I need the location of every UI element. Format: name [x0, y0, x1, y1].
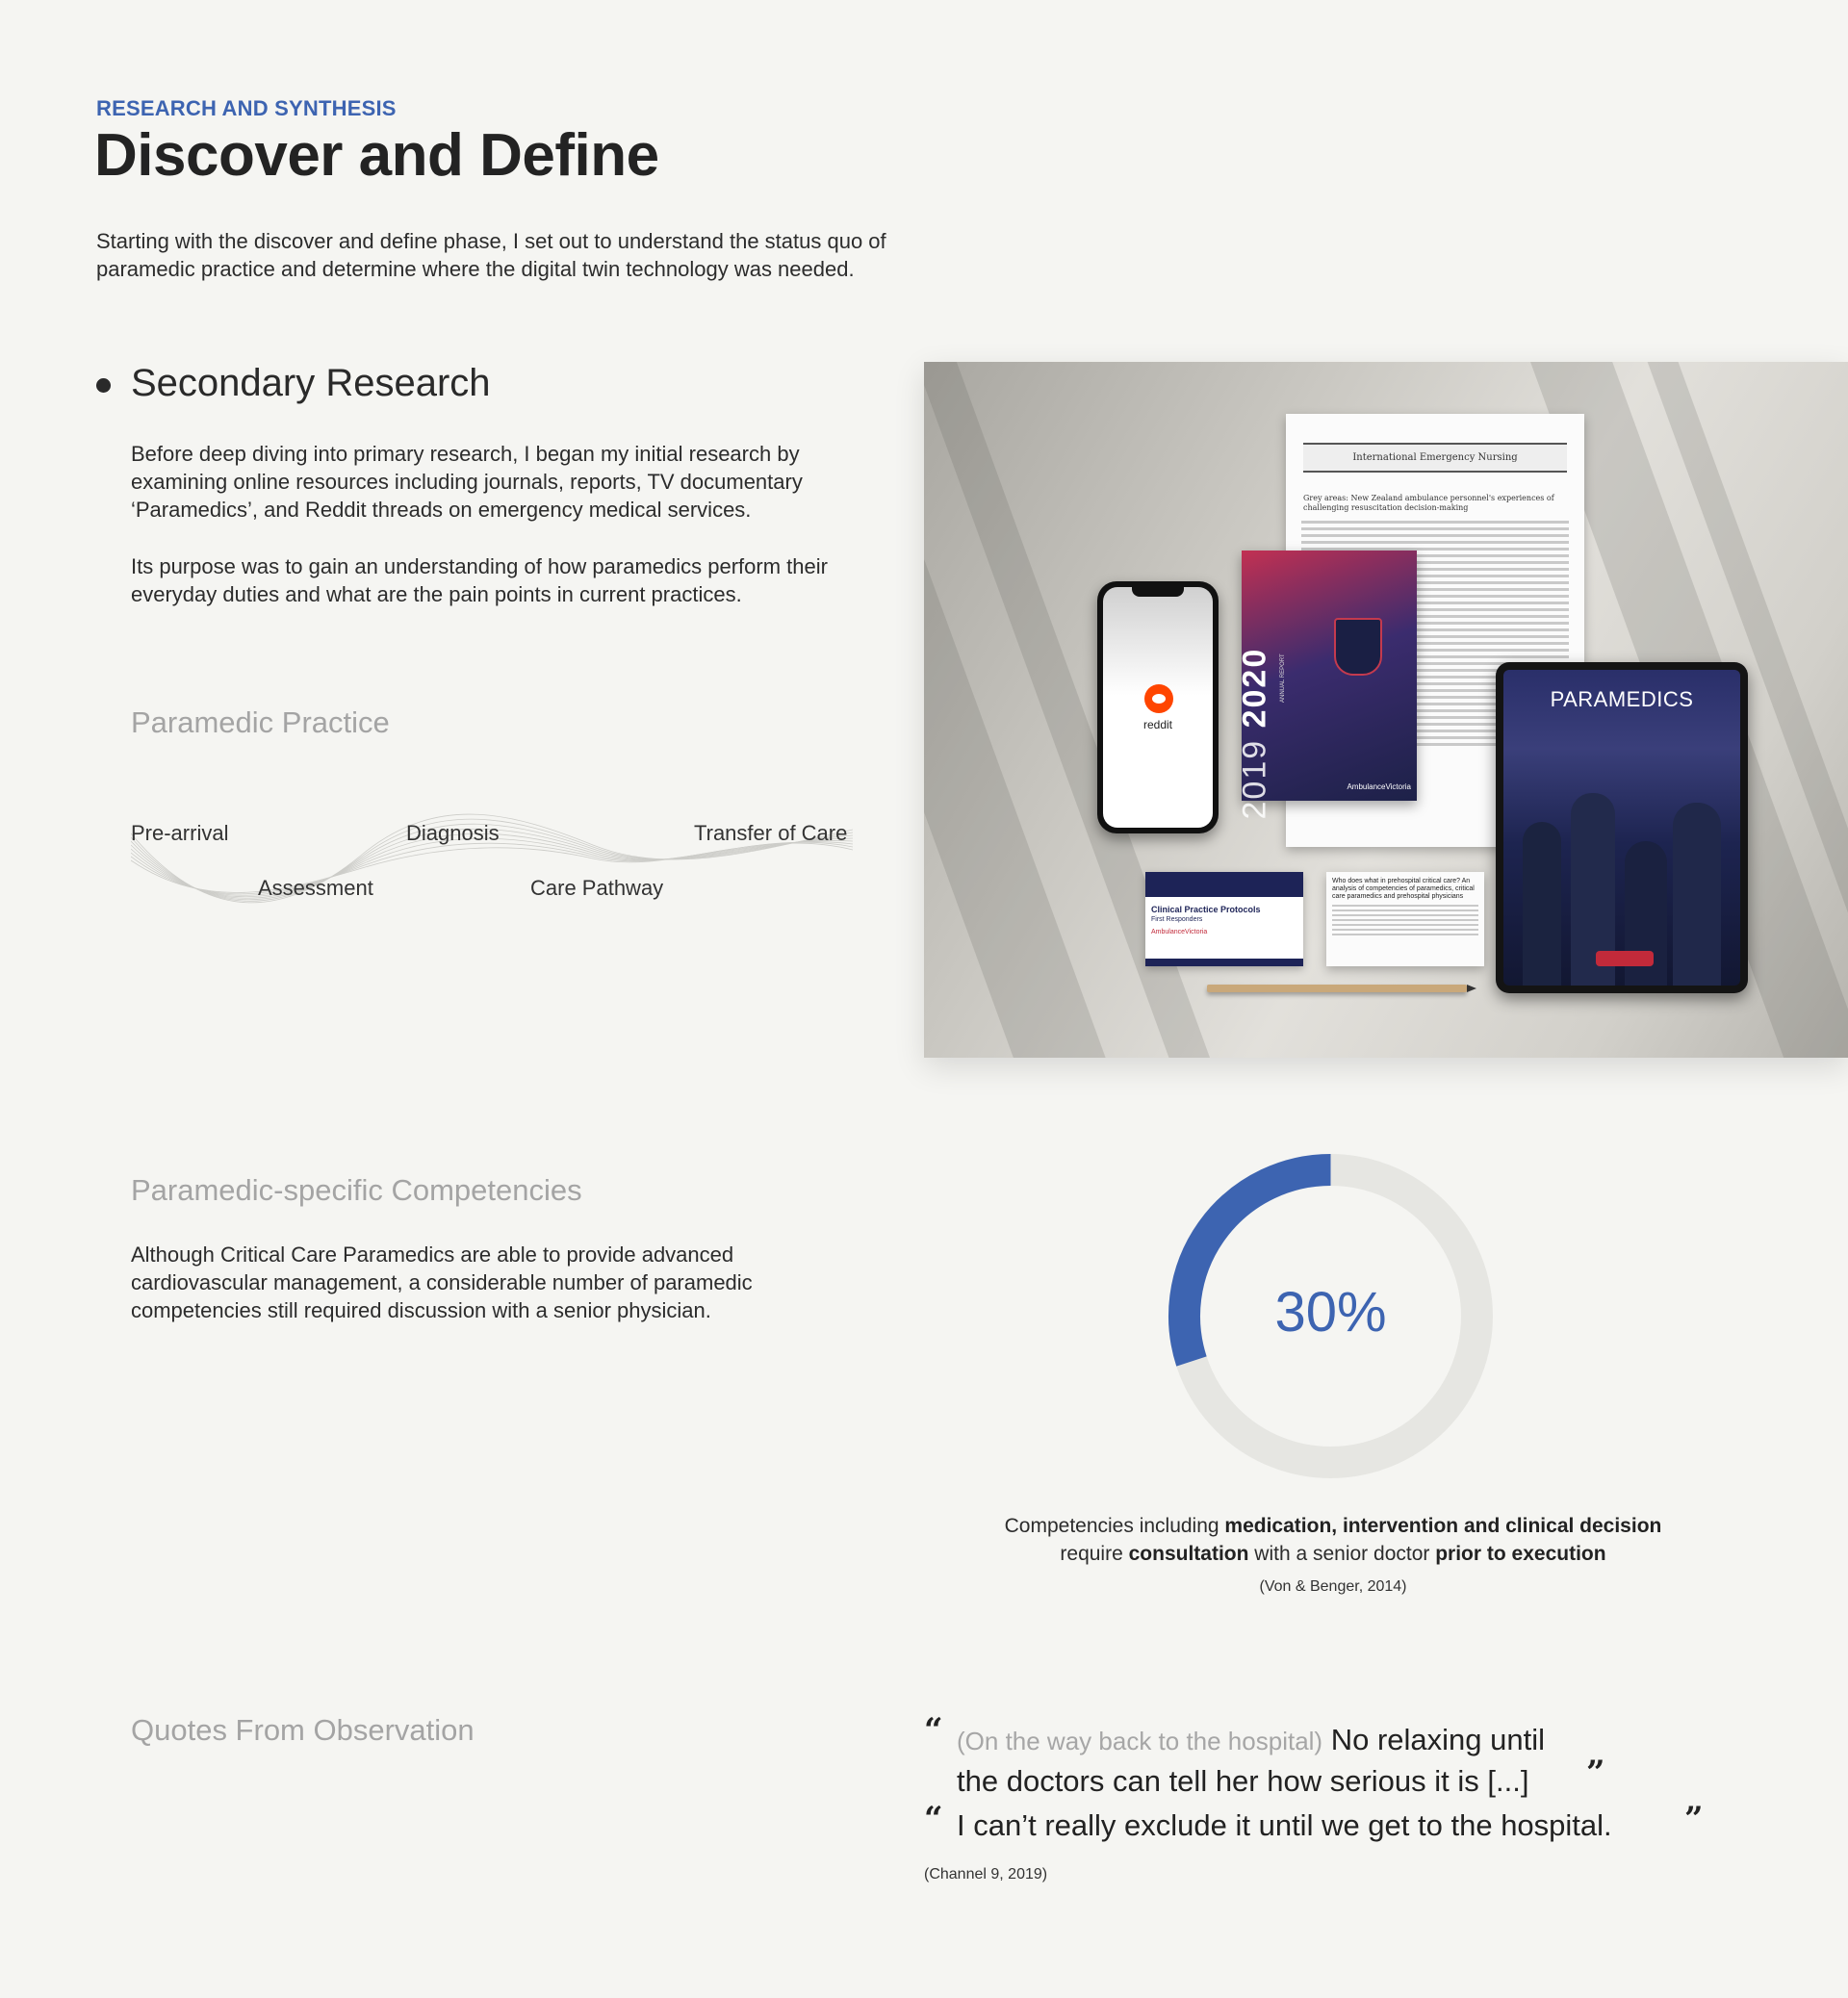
- intro-line: paramedic practice and determine where the digital twin technology was needed.: [96, 257, 855, 281]
- quote-1-line-2: the doctors can tell her how serious it is [...]: [957, 1764, 1529, 1798]
- report-year-end: 2020: [1236, 647, 1273, 729]
- open-quote-icon: “: [924, 1711, 943, 1750]
- caption-line-1: Competencies including medication, intervention and clinical decision: [1004, 1515, 1662, 1537]
- journal-title: International Emergency Nursing: [1303, 443, 1567, 473]
- quotes-heading: Quotes From Observation: [131, 1713, 475, 1747]
- caption-line-2: require consultation with a senior doctor prior to execution: [1060, 1543, 1606, 1565]
- section-eyebrow: RESEARCH AND SYNTHESIS: [96, 96, 397, 120]
- ambulance-badge-icon: [1334, 618, 1382, 676]
- stage-care-pathway: Care Pathway: [530, 876, 664, 900]
- journal-article-title: Grey areas: New Zealand ambulance personnel's experiences of challenging resuscitation decision-making: [1303, 494, 1554, 512]
- research-materials-photo: [924, 362, 1848, 1058]
- quote-2: I can’t really exclude it until we get to the hospital.: [957, 1808, 1612, 1842]
- tv-title: PARAMEDICS: [1550, 687, 1694, 711]
- close-quote-icon: ”: [1586, 1754, 1605, 1792]
- protocol-title: Clinical Practice Protocols: [1151, 905, 1261, 914]
- intro-line: Starting with the discover and define phase, I set out to understand the status quo of: [96, 229, 886, 253]
- close-quote-icon: ”: [1684, 1800, 1704, 1838]
- secondary-research-heading: Secondary Research: [131, 362, 491, 404]
- competencies-heading: Paramedic-specific Competencies: [131, 1173, 582, 1207]
- paper2-title: Who does what in prehospital critical care? An analysis of competencies of paramedics, critical care paramedics and prehospital physicians: [1332, 878, 1475, 900]
- annual-report: [1236, 551, 1417, 820]
- quotes-citation: (Channel 9, 2019): [924, 1866, 1048, 1883]
- report-label: ANNUAL REPORT: [1280, 653, 1286, 703]
- paramedic-practice-heading: Paramedic Practice: [131, 705, 390, 739]
- reddit-label: reddit: [1142, 718, 1173, 731]
- bullet-icon: [96, 378, 111, 393]
- reddit-icon: [1144, 684, 1173, 713]
- donut-percent-label: 30%: [1274, 1281, 1387, 1344]
- stage-pre-arrival: Pre-arrival: [131, 821, 229, 845]
- intro-text: [96, 227, 962, 283]
- secondary-para-2: Its purpose was to gain an understanding of how paramedics perform their everyday duties and what are the pain points in current practices.: [131, 554, 828, 606]
- report-year-start: 2019: [1236, 738, 1273, 820]
- quote-1-line-1: No relaxing until: [1330, 1723, 1546, 1756]
- stage-transfer-of-care: Transfer of Care: [694, 821, 848, 845]
- page-title: Discover and Define: [94, 122, 659, 189]
- phone-mockup: [1097, 581, 1219, 833]
- competencies-caption: [924, 1512, 1742, 1601]
- competencies-para: Although Critical Care Paramedics are able to provide advanced cardiovascular management, a considerable number of paramedic competencies still required discussion with a senior physician.: [131, 1242, 753, 1322]
- protocol-brand: AmbulanceVictoria: [1151, 929, 1208, 935]
- protocol-sub: First Responders: [1151, 916, 1203, 923]
- quote-1: [957, 1720, 1650, 1802]
- protocol-card: [1145, 872, 1303, 966]
- quote-1-context: (On the way back to the hospital): [957, 1727, 1323, 1755]
- stage-assessment: Assessment: [258, 876, 373, 900]
- tablet-mockup: [1496, 662, 1748, 993]
- pencil-icon: [1207, 985, 1467, 992]
- stage-diagnosis: Diagnosis: [406, 821, 500, 845]
- secondary-para-1: Before deep diving into primary research, I began my initial research by examining online resources including journals, reports, TV documentary ‘Paramedics’, and Reddit threads on emergency medical services.: [131, 442, 803, 522]
- report-brand: AmbulanceVictoria: [1347, 782, 1411, 791]
- competencies-citation: (Von & Benger, 2014): [1259, 1578, 1407, 1595]
- competencies-paper: [1326, 872, 1484, 966]
- practice-flow-wave: [131, 799, 853, 924]
- open-quote-icon: “: [924, 1800, 943, 1838]
